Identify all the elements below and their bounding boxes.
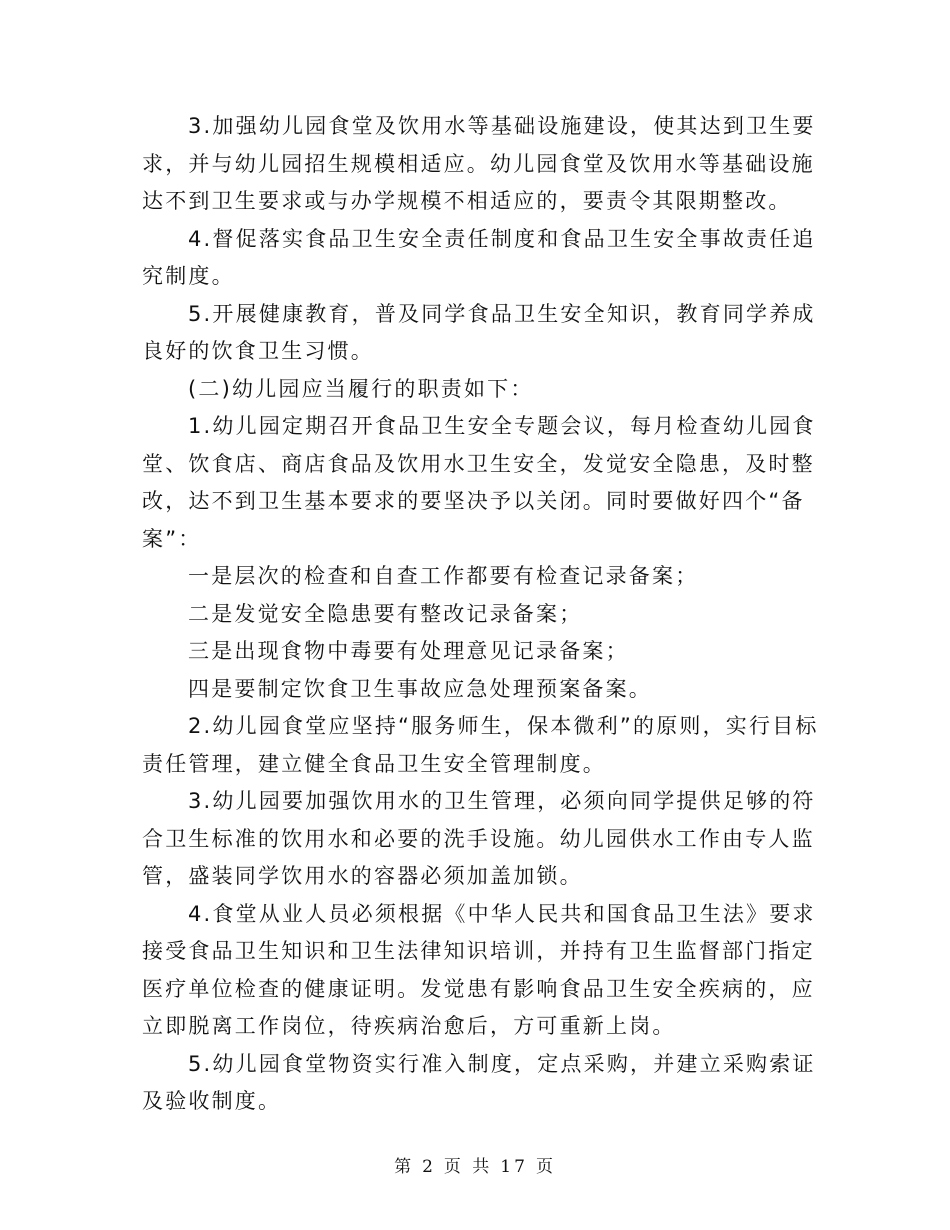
section-heading: (二)幼儿园应当履行的职责如下：: [188, 376, 534, 401]
list-item: 四是要制定饮食卫生事故应急处理预案备案。: [188, 676, 652, 701]
footer-middle: 页 共: [443, 1157, 493, 1177]
paragraph: 2.幼儿园食堂应坚持“服务师生，保本微利”的原则，实行目标责任管理，建立健全食品卫生安全管理制度。: [142, 714, 819, 776]
paragraph: 5.幼儿园食堂物资实行准入制度，定点采购，并建立采购索证及验收制度。: [142, 1051, 816, 1113]
document-body: [142, 108, 822, 1121]
list-item: 一是层次的检查和自查工作都要有检查记录备案；: [188, 564, 699, 588]
page-number: 2: [422, 1157, 436, 1177]
list-item: 二是发觉安全隐患要有整改记录备案；: [188, 601, 583, 626]
paragraph: 3.幼儿园要加强饮用水的卫生管理，必须向同学提供足够的符合卫生标准的饮用水和必要的洗手设施。幼儿园供水工作由专人监管，盛装同学饮用水的容器必须加盖加锁。: [142, 789, 816, 888]
paragraph: 1.幼儿园定期召开食品卫生安全专题会议，每月检查幼儿园食堂、饮食店、商店食品及饮用水卫生安全，发觉安全隐患，及时整改，达不到卫生基本要求的要坚决予以关闭。同时要做好四个“备案”：: [142, 414, 816, 551]
paragraph: 4.食堂从业人员必须根据《中华人民共和国食品卫生法》要求接受食品卫生知识和卫生法律知识培训，并持有卫生监督部门指定医疗单位检查的健康证明。发觉患有影响食品卫生安全疾病的，应立即脱离工作岗位，待疾病治愈后，方可重新上岗。: [142, 901, 816, 1038]
footer-suffix: 页: [535, 1157, 556, 1177]
paragraph: 5.开展健康教育，普及同学食品卫生安全知识，教育同学养成良好的饮食卫生习惯。: [142, 301, 816, 363]
page-footer: [0, 1152, 950, 1177]
page-total: 17: [500, 1157, 528, 1177]
paragraph: 4.督促落实食品卫生安全责任制度和食品卫生安全事故责任追究制度。: [142, 226, 816, 288]
paragraph: 3.加强幼儿园食堂及饮用水等基础设施建设，使其达到卫生要求，并与幼儿园招生规模相适应。幼儿园食堂及饮用水等基础设施达不到卫生要求或与办学规模不相适应的，要责令其限期整改。: [142, 114, 816, 213]
footer-prefix: 第: [394, 1157, 415, 1177]
list-item: 三是出现食物中毒要有处理意见记录备案；: [188, 639, 629, 663]
